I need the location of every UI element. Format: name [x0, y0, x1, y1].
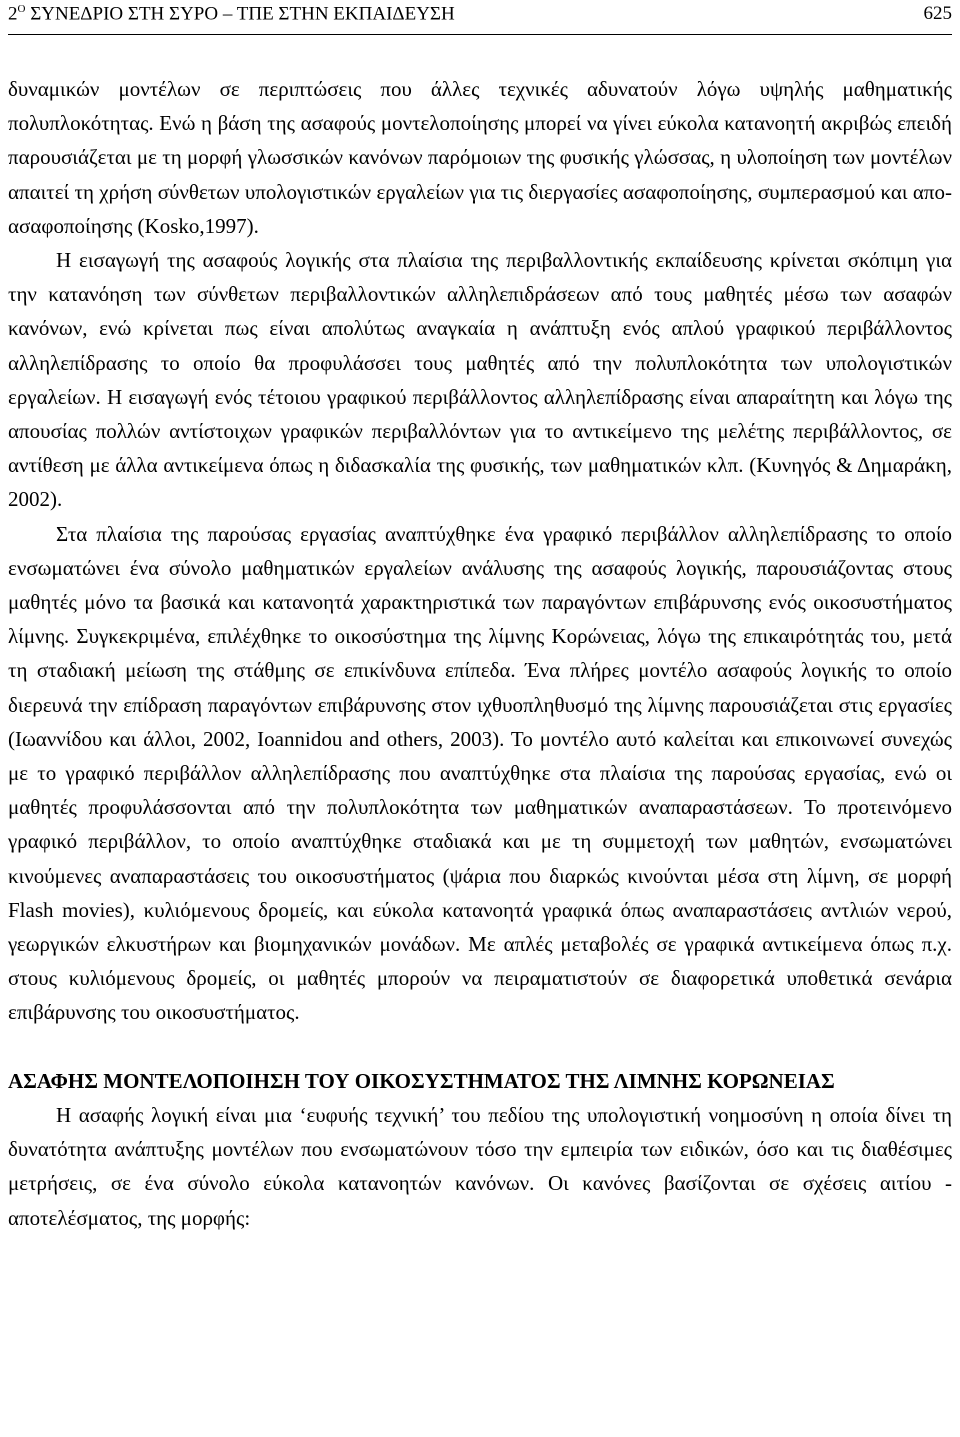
header-conference-number: 2	[8, 3, 18, 25]
paragraph-3: Στα πλαίσια της παρούσας εργασίας αναπτύχθηκε ένα γραφικό περιβάλλον αλληλεπίδρασης το οποίο ενσωματώνει ένα σύνολο μαθηματικών εργαλείων ανάλυσης της ασαφούς λογικής, παρουσιάζοντας στους μαθητές μόνο τα βασικά και κατανοητά χαρακτηριστικά των παραγόντων επιβάρυνσης ενός οικοσυστήματος λίμνης. Συγκεκριμένα, επιλέχθηκε το οικοσύστημα της λίμνης Κορώνειας, λόγω της επικαιρότητάς του, μετά τη σταδιακή μείωση της στάθμης σε επικίνδυνα επίπεδα. Ένα πλήρες μοντέλο ασαφούς λογικής το οποίο διερευνά την επίδραση παραγόντων επιβάρυνσης στον ιχθυοπληθυσμό της λίμνης παρουσιάζεται στις εργασίες (Ιωαννίδου και άλλοι, 2002, Ioannidou and others, 2003). Το μοντέλο αυτό καλείται και επικοινωνεί συνεχώς με το γραφικό περιβάλλον αλληλεπίδρασης που αναπτύχθηκε στα πλαίσια της παρούσας εργασίας, ενώ οι μαθητές προφυλάσσονται από την πολυπλοκότητα των μαθηματικών αναπαραστάσεων. Το προτεινόμενο γραφικό περιβάλλον, το οποίο αναπτύχθηκε σταδιακά και με τη συμμετοχή των μαθητών, ενσωματώνει κινούμενες αναπαραστάσεις του οικοσυστήματος (ψάρια που διαρκώς κινούνται μέσα στη λίμνη, σε μορφή Flash movies), κυλιόμενους δρομείς, και εύκολα κατανοητά γραφικά όπως αναπαραστάσεις αντλιών νερού, γεωργικών ελκυστήρων και βιομηχανικών μονάδων. Με απλές μεταβολές σε γραφικά αντικείμενα όπως π.χ. στους κυλιόμενους δρομείς, οι μαθητές μπορούν να πειραματιστούν σε διαφορετικά υποθετικά σενάρια επιβάρυνσης του οικοσυστήματος.	[8, 521, 952, 1025]
paragraph-1: δυναμικών μοντέλων σε περιπτώσεις που άλλες τεχνικές αδυνατούν λόγω υψηλής μαθηματικής πολυπλοκότητας. Ενώ η βάση της ασαφούς μοντελοποίησης μπορεί να γίνει εύκολα κατανοητή ακριβώς επειδή παρουσιάζεται με τη μορφή γλωσσικών κανόνων παρόμοιων της φυσικής γλώσσας, η υλοποίηση των μοντέλων απαιτεί τη χρήση σύνθετων υπολογιστικών εργαλείων για τις διεργασίες ασαφοποίησης, συμπερασμού και απο-ασαφοποίησης (Kosko,1997).	[8, 77, 952, 238]
header-conference-title: ΣΥΝΕΔΡΙΟ ΣΤΗ ΣΥΡΟ – ΤΠΕ ΣΤΗΝ ΕΚΠΑΙΔΕΥΣΗ	[25, 3, 455, 25]
page-number: 625	[923, 3, 952, 25]
section-paragraph: Η ασαφής λογική είναι μια ‘ευφυής τεχνική’ του πεδίου της υπολογιστική νοημοσύνη η οποία δίνει τη δυνατότητα ανάπτυξης μοντέλων που ενσωματώνουν τόσο την εμπειρία των ειδικών, όσο και τις διαθέσιμες μετρήσεις, σε ένα σύνολο εύκολα κατανοητών κανόνων. Οι κανόνες βασίζονται σε σχέσεις αιτίου - αποτελέσματος, της μορφής:	[8, 1102, 952, 1230]
running-header	[8, 0, 952, 35]
header-ordinal-superscript: O	[17, 3, 26, 15]
section-heading: ΑΣΑΦΗΣ ΜΟΝΤΕΛΟΠΟΙΗΣΗ ΤΟΥ ΟΙΚΟΣΥΣΤΗΜΑΤΟΣ ΤΗΣ ΛΙΜΝΗΣ ΚΟΡΩΝΕΙΑΣ	[8, 1068, 835, 1093]
document-page	[8, 0, 952, 1235]
body-text	[8, 72, 952, 1235]
header-title	[8, 3, 455, 25]
paragraph-2: Η εισαγωγή της ασαφούς λογικής στα πλαίσια της περιβαλλοντικής εκπαίδευσης κρίνεται σκόπιμη για την κατανόηση των σύνθετων περιβαλλοντικών αλληλεπιδράσεων από τους μαθητές μέσω των ασαφών κανόνων, ενώ κρίνεται πως είναι απολύτως αναγκαία η ανάπτυξη ενός απλού γραφικού περιβάλλοντος αλληλεπίδρασης το οποίο θα προφυλάσσει τους μαθητές από την πολυπλοκότητα των υπολογιστικών εργαλείων. Η εισαγωγή ενός τέτοιου γραφικού περιβάλλοντος αλληλεπίδρασης είναι απαραίτητη και λόγω της απουσίας πολλών αντίστοιχων γραφικών περιβαλλόντων για το αντικείμενο της μελέτης περιβάλλοντος, σε αντίθεση με άλλα αντικείμενα όπως η διδασκαλία της φυσικής, των μαθηματικών κλπ. (Κυνηγός & Δημαράκη, 2002).	[8, 248, 952, 512]
